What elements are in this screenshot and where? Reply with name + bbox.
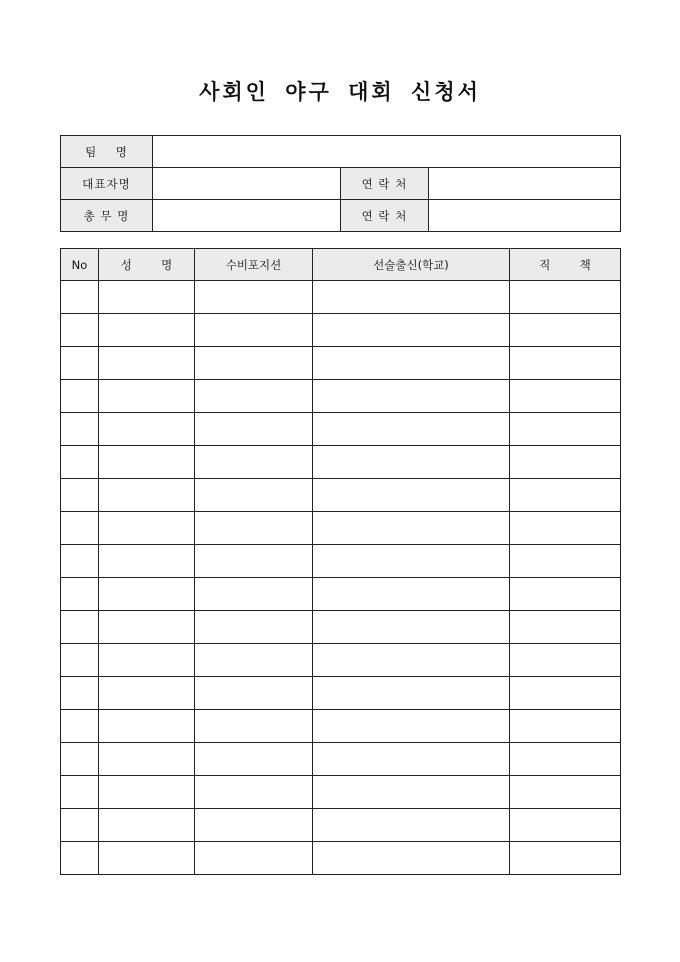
roster-no-cell[interactable]	[61, 776, 99, 809]
roster-position-cell[interactable]	[195, 413, 313, 446]
roster-role-cell[interactable]	[510, 809, 621, 842]
table-row	[61, 809, 621, 842]
roster-school-cell[interactable]	[313, 347, 510, 380]
roster-no-cell[interactable]	[61, 545, 99, 578]
roster-school-cell[interactable]	[313, 677, 510, 710]
roster-role-cell[interactable]	[510, 743, 621, 776]
team-name-row	[61, 136, 621, 168]
table-row	[61, 446, 621, 479]
representative-contact-label: 연 락 처	[341, 168, 429, 200]
table-row	[61, 347, 621, 380]
roster-position-cell[interactable]	[195, 446, 313, 479]
roster-no-cell[interactable]	[61, 512, 99, 545]
team-info-table	[60, 135, 621, 232]
header-role: 직 책	[510, 249, 621, 281]
roster-role-cell[interactable]	[510, 611, 621, 644]
roster-name-cell[interactable]	[99, 380, 195, 413]
roster-position-cell[interactable]	[195, 644, 313, 677]
roster-no-cell[interactable]	[61, 578, 99, 611]
roster-name-cell[interactable]	[99, 479, 195, 512]
roster-name-cell[interactable]	[99, 314, 195, 347]
roster-position-cell[interactable]	[195, 677, 313, 710]
table-row	[61, 545, 621, 578]
roster-school-cell[interactable]	[313, 479, 510, 512]
roster-no-cell[interactable]	[61, 809, 99, 842]
representative-field[interactable]	[153, 168, 341, 200]
roster-no-cell[interactable]	[61, 611, 99, 644]
roster-role-cell[interactable]	[510, 842, 621, 875]
roster-school-cell[interactable]	[313, 446, 510, 479]
roster-position-cell[interactable]	[195, 314, 313, 347]
table-row	[61, 710, 621, 743]
roster-school-cell[interactable]	[313, 380, 510, 413]
roster-role-cell[interactable]	[510, 710, 621, 743]
roster-school-cell[interactable]	[313, 512, 510, 545]
roster-name-cell[interactable]	[99, 347, 195, 380]
manager-contact-field[interactable]	[429, 200, 621, 232]
roster-no-cell[interactable]	[61, 710, 99, 743]
roster-name-cell[interactable]	[99, 611, 195, 644]
header-no: No	[61, 249, 99, 281]
roster-school-cell[interactable]	[313, 314, 510, 347]
manager-field[interactable]	[153, 200, 341, 232]
roster-no-cell[interactable]	[61, 281, 99, 314]
roster-name-cell[interactable]	[99, 710, 195, 743]
table-row	[61, 578, 621, 611]
roster-name-cell[interactable]	[99, 644, 195, 677]
roster-school-cell[interactable]	[313, 710, 510, 743]
roster-school-cell[interactable]	[313, 413, 510, 446]
roster-header-row	[61, 249, 621, 281]
roster-no-cell[interactable]	[61, 677, 99, 710]
representative-row	[61, 168, 621, 200]
roster-name-cell[interactable]	[99, 842, 195, 875]
roster-position-cell[interactable]	[195, 380, 313, 413]
roster-position-cell[interactable]	[195, 809, 313, 842]
roster-no-cell[interactable]	[61, 314, 99, 347]
roster-no-cell[interactable]	[61, 380, 99, 413]
header-name: 성 명	[99, 249, 195, 281]
table-row	[61, 380, 621, 413]
table-row	[61, 413, 621, 446]
manager-row	[61, 200, 621, 232]
table-row	[61, 842, 621, 875]
manager-contact-label: 연 락 처	[341, 200, 429, 232]
representative-contact-field[interactable]	[429, 168, 621, 200]
roster-name-cell[interactable]	[99, 446, 195, 479]
roster-position-cell[interactable]	[195, 842, 313, 875]
roster-position-cell[interactable]	[195, 479, 313, 512]
roster-position-cell[interactable]	[195, 512, 313, 545]
roster-name-cell[interactable]	[99, 776, 195, 809]
roster-no-cell[interactable]	[61, 413, 99, 446]
representative-label: 대표자명	[61, 168, 153, 200]
manager-label: 총 무 명	[61, 200, 153, 232]
roster-role-cell[interactable]	[510, 380, 621, 413]
roster-name-cell[interactable]	[99, 413, 195, 446]
roster-name-cell[interactable]	[99, 281, 195, 314]
roster-role-cell[interactable]	[510, 479, 621, 512]
roster-role-cell[interactable]	[510, 347, 621, 380]
roster-name-cell[interactable]	[99, 512, 195, 545]
table-row	[61, 479, 621, 512]
roster-school-cell[interactable]	[313, 545, 510, 578]
table-row	[61, 512, 621, 545]
roster-school-cell[interactable]	[313, 578, 510, 611]
table-row	[61, 611, 621, 644]
roster-school-cell[interactable]	[313, 776, 510, 809]
roster-school-cell[interactable]	[313, 644, 510, 677]
roster-position-cell[interactable]	[195, 545, 313, 578]
roster-role-cell[interactable]	[510, 314, 621, 347]
roster-school-cell[interactable]	[313, 281, 510, 314]
roster-position-cell[interactable]	[195, 578, 313, 611]
team-name-field[interactable]	[153, 136, 621, 168]
roster-role-cell[interactable]	[510, 281, 621, 314]
roster-role-cell[interactable]	[510, 512, 621, 545]
table-row	[61, 743, 621, 776]
roster-no-cell[interactable]	[61, 347, 99, 380]
roster-name-cell[interactable]	[99, 578, 195, 611]
roster-position-cell[interactable]	[195, 710, 313, 743]
roster-position-cell[interactable]	[195, 347, 313, 380]
roster-school-cell[interactable]	[313, 743, 510, 776]
roster-position-cell[interactable]	[195, 611, 313, 644]
table-row	[61, 314, 621, 347]
roster-school-cell[interactable]	[313, 842, 510, 875]
roster-no-cell[interactable]	[61, 842, 99, 875]
roster-name-cell[interactable]	[99, 677, 195, 710]
header-position: 수비포지션	[195, 249, 313, 281]
team-name-label: 팀 명	[61, 136, 153, 168]
table-row	[61, 644, 621, 677]
roster-role-cell[interactable]	[510, 545, 621, 578]
roster-name-cell[interactable]	[99, 743, 195, 776]
roster-position-cell[interactable]	[195, 743, 313, 776]
header-school: 선술출신(학교)	[313, 249, 510, 281]
table-row	[61, 677, 621, 710]
roster-role-cell[interactable]	[510, 644, 621, 677]
roster-role-cell[interactable]	[510, 776, 621, 809]
roster-school-cell[interactable]	[313, 611, 510, 644]
table-row	[61, 776, 621, 809]
page-title: 사회인 야구 대회 신청서	[199, 79, 481, 104]
roster-table	[60, 248, 621, 875]
roster-position-cell[interactable]	[195, 776, 313, 809]
table-row	[61, 281, 621, 314]
roster-body	[61, 281, 621, 875]
roster-no-cell[interactable]	[61, 644, 99, 677]
roster-name-cell[interactable]	[99, 809, 195, 842]
roster-role-cell[interactable]	[510, 578, 621, 611]
roster-no-cell[interactable]	[61, 446, 99, 479]
roster-position-cell[interactable]	[195, 281, 313, 314]
roster-role-cell[interactable]	[510, 677, 621, 710]
roster-role-cell[interactable]	[510, 446, 621, 479]
roster-role-cell[interactable]	[510, 413, 621, 446]
roster-no-cell[interactable]	[61, 743, 99, 776]
roster-school-cell[interactable]	[313, 809, 510, 842]
roster-no-cell[interactable]	[61, 479, 99, 512]
roster-name-cell[interactable]	[99, 545, 195, 578]
